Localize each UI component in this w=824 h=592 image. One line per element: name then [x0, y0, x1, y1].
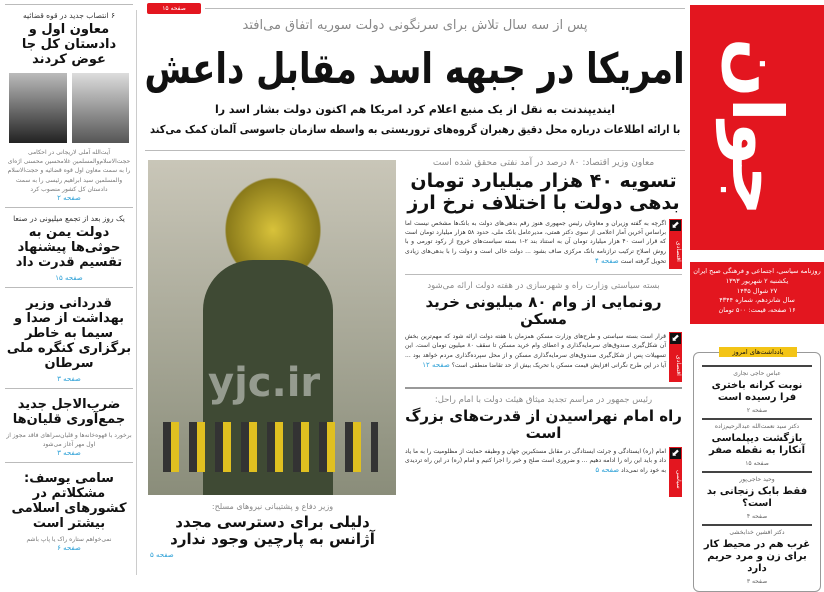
story-page-link[interactable]: صفحه ۱۵ — [55, 274, 83, 283]
story-body: برخورد با قهوه‌خانه‌ها و قلیان‌سراهای فاقد مجوز از اول مهر آغاز می‌شود — [6, 431, 132, 448]
info-date: یکشنبه ۲ شهریور ۱۳۹۳ — [725, 276, 789, 285]
watermark: yjc.ir — [208, 360, 321, 406]
story-body: نمی‌خواهم ستاره راک یا پاپ باشم — [26, 536, 112, 544]
info-price: ۱۶ صفحه، قیمت: ۵۰۰ تومان — [718, 306, 796, 314]
housing-story — [405, 281, 682, 390]
imam-kicker: رئیس جمهور در مراسم تجدید میثاق هیئت دولت با امام راحل: — [434, 395, 653, 406]
defense-minister-photo — [148, 160, 396, 495]
defense-headline: دلیلی برای دسترسی مجدد آژانس به پارچین وجود ندارد — [170, 513, 375, 549]
note-page: صفحه ۴ — [746, 513, 768, 520]
story-headline: ضرب‌الاجل جدید جمع‌آوری قلیان‌ها — [12, 396, 126, 427]
story-page-link[interactable]: صفحه ۳ — [57, 374, 81, 383]
note-author: دکتر افشین خدابخشی — [729, 529, 785, 536]
note-title: فقط بابک زنجانی بد است؟ — [706, 486, 808, 509]
left-story — [5, 462, 133, 557]
story-kicker: ۶ انتصاب جدید در قوه قضائیه — [23, 11, 115, 20]
notes-title: یادداشت‌های امروز — [719, 347, 797, 357]
econ-story — [405, 158, 682, 275]
note-item[interactable] — [702, 471, 812, 524]
notes-box — [693, 348, 821, 592]
defense-page-link[interactable]: صفحه ۵ — [150, 550, 174, 559]
housing-kicker: بسته سیاستی وزارت راه و شهرسازی در هفته دولت ارائه می‌شود — [427, 280, 660, 291]
story-page-link[interactable]: صفحه ۳ — [57, 449, 81, 458]
imam-story — [405, 395, 682, 497]
imam-page-link[interactable]: صفحه ۵ — [595, 466, 620, 475]
story-kicker: یک روز بعد از تجمع میلیونی در صنعا — [13, 214, 125, 224]
note-title: نوبت کرانه باختری فرا رسیده است — [711, 380, 803, 403]
note-author: عباس حاجی نجاری — [733, 370, 781, 377]
housing-headline: رونمایی از وام ۸۰ میلیونی خرید مسکن — [425, 292, 662, 328]
left-story — [5, 4, 133, 207]
logo-text: جوان — [716, 38, 798, 217]
econ-page-link[interactable]: صفحه ۴ — [595, 256, 619, 265]
econ-kicker: معاون وزیر اقتصاد: ۸۰ درصد در آمد نفتی محقق شده است — [432, 158, 655, 168]
info-issue: سال شانزدهم، شماره ۴۳۴۴ — [719, 296, 795, 305]
left-story — [5, 388, 133, 462]
main-kicker: پس از سه سال تلاش برای سرنگونی دولت سوریه اتفاق می‌افتد — [242, 18, 588, 33]
main-sub-2: با ارائه اطلاعات درباره محل دقیق رهبران گروه‌های تروریستی به واسطه سازمان جاسوسی آلمان کمک می‌کند — [149, 123, 681, 136]
news-column — [405, 158, 682, 497]
judiciary-photos — [9, 73, 129, 143]
housing-body: قرار است بسته سیاستی و طرح‌های وزارت مسکن همزمان با هفته دولت ارائه شود که مهم‌ترین بخش آن شکل‌گیری صندوق‌های سرمایه‌گذاری و اعطای وام خرید مسکن تا سقف ۸۰ میلیون تومان است. این تسهیلات پس از شکل‌گیری صندوق‌های سرمایه‌گذاری مسکن و از محل سپرده‌گذاری مردم خواهد بود ... آیا در این طرح نگرانی افزایش قیمت مسکن با تحریک بیش از حد تقاضا منطقی است؟ صفحه ۱۲ — [405, 333, 667, 370]
defense-story — [150, 502, 395, 559]
note-page: صفحه ۲ — [746, 407, 768, 414]
story-headline: سامی یوسف: مشکلاتم در کشورهای اسلامی بیشتر است — [11, 471, 127, 532]
story-body: آیت‌الله آملی لاریجانی در احکامی حجت‌الاسلام‌والمسلمین غلامحسین محسنی اژه‌ای را به سمت معاون اول قوه قضائیه و حجت‌الاسلام والمسلمین سید ابراهیم رئیسی را به سمت دادستان کل کشور منصوب کرد — [7, 148, 131, 193]
econ-tag: ⬋ اقتصادی — [669, 219, 682, 269]
note-page: صفحه ۱۵ — [745, 460, 769, 467]
econ-body: اگرچه به گفته وزیران و معاونان رئیس جمهوری هنوز رقم بدهی‌های دولت به بانک‌ها مشخص نیست اما براساس آخرین آمار اعلامی از سوی دکتر همتی، مدیرعامل بانک ملی، حدود ۵۸ هزار میلیارد تومان است که قرار است ۴۰ هزار میلیارد تومان آن به استناد بند ۲-۱ بسته سیاست‌های خروج از رکود تورمی و با روش اصلاح ترکیب ترازنامه بانک مرکزی صاف بشود ... دولت خالی است و دولت را با بدهی‌های زیادی تحویل گرفته است صفحه ۴ — [405, 219, 667, 265]
left-story — [5, 287, 133, 388]
imam-body: امام (ره) ایستادگی و جرئت ایستادگی در مقابل مستکبرین جهان و وظیفه حمایت از مظلومیت را به ما یاد داد و باید این راه را ادامه دهیم ... و ضروری است صلح و خیر را اجرا کنیم و امام (ره) در این راه تردیدی به خود راه نمی‌داد صفحه ۵ — [405, 447, 666, 475]
econ-headline: تسویه ۴۰ هزار میلیارد تومان بدهی دولت با اختلاف نرخ ارز — [407, 170, 680, 214]
story-headline: معاون اول و دادستان کل جا عوض کردند — [21, 22, 117, 67]
photo-ejei — [72, 73, 130, 143]
masthead-logo — [690, 5, 824, 250]
story-page-link[interactable]: صفحه ۲ — [57, 194, 81, 203]
note-item[interactable] — [702, 524, 812, 589]
housing-page-link[interactable]: صفحه ۱۲ — [422, 361, 450, 370]
story-headline: دولت یمن به حوثی‌ها پیشنهاد تقسیم قدرت داد — [15, 225, 123, 271]
story-page-link[interactable]: صفحه ۶ — [57, 544, 81, 553]
note-item[interactable] — [702, 418, 812, 471]
note-author: دکتر سید نعمت‌الله عبدالرحیم‌زاده — [714, 423, 800, 430]
left-story — [5, 207, 133, 287]
housing-tag: ⬋ اقتصادی — [669, 332, 682, 382]
note-author: وحید حاجی‌پور — [739, 476, 775, 483]
note-title: بازگشت دیپلماسی آنکارا به نقطه صفر — [708, 433, 806, 456]
page-badge[interactable]: صفحه ۱۵ — [147, 3, 201, 14]
imam-tag: ⬋ سیاسی — [669, 447, 682, 497]
note-item[interactable] — [702, 365, 812, 418]
microphones — [163, 422, 378, 472]
left-column — [5, 4, 133, 557]
note-title: غرب هم در محیط کار برای زن و مرد حریم دارد — [703, 539, 811, 574]
defense-kicker: وزیر دفاع و پشتیبانی نیروهای مسلح: — [211, 502, 334, 511]
info-hijri: ۲۷ شوال ۱۴۳۵ — [736, 286, 778, 295]
main-sub-1: ایندیپندنت به نقل از یک منبع اعلام کرد امریکا هم اکنون دولت بشار اسد را — [214, 103, 616, 116]
imam-headline: راه امام نهراسیدن از قدرت‌های بزرگ است — [405, 407, 682, 443]
masthead-info — [690, 262, 824, 324]
photo-raisi — [9, 73, 67, 143]
info-line: روزنامه سیاسی، اجتماعی و فرهنگی صبح ایران — [693, 267, 821, 275]
note-page: صفحه ۳ — [746, 578, 768, 585]
main-headline: امریکا در جبهه اسد مقابل داعش — [144, 44, 686, 93]
story-headline: قدردانی وزیر بهداشت از صدا و سیما به خاطر برگزاری کنگره ملی سرطان — [6, 296, 132, 371]
